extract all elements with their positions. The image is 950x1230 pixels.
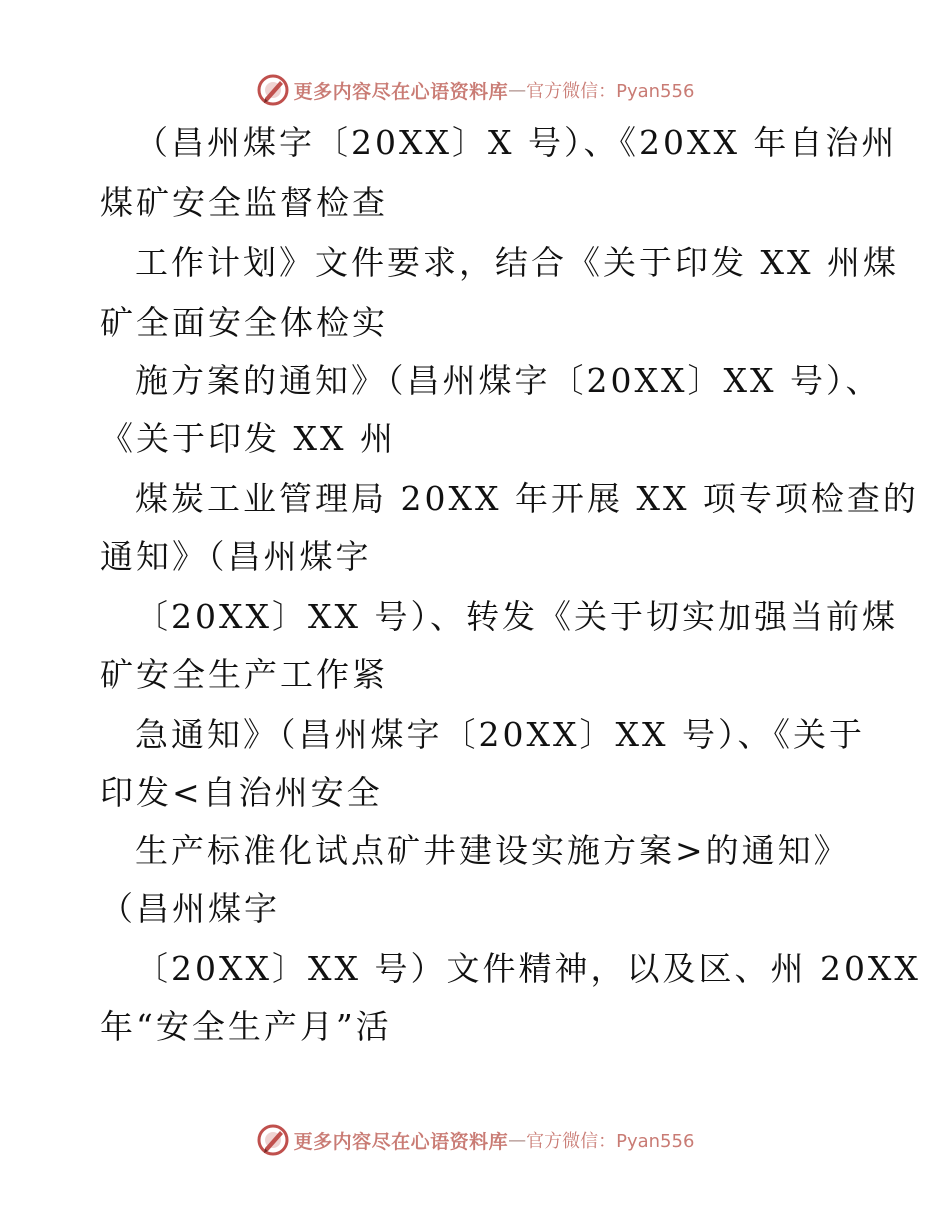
text-line: 印发<自治州安全	[100, 773, 383, 812]
text-line: （昌州煤字	[100, 889, 280, 928]
text-line: 《关于印发 XX 州	[100, 419, 396, 458]
watermark-brand: 更多内容尽在心语资料库	[293, 1130, 509, 1153]
watermark-wechat: 官方微信：Pyan556	[526, 1131, 695, 1152]
footer-watermark	[0, 1120, 950, 1160]
watermark-separator: —	[508, 1129, 527, 1151]
watermark-separator: —	[508, 79, 527, 101]
text-line: 〔20XX〕XX 号）文件精神，以及区、州 20XX	[135, 949, 921, 988]
text-line: （昌州煤字〔20XX〕X 号）、《20XX 年自治州	[135, 123, 898, 162]
pen-logo-icon	[256, 73, 290, 107]
watermark-wechat: 官方微信：Pyan556	[526, 81, 695, 102]
text-line: 施方案的通知》（昌州煤字〔20XX〕XX 号）、	[135, 361, 882, 400]
text-line: 矿全面安全体检实	[100, 303, 388, 342]
watermark-brand: 更多内容尽在心语资料库	[293, 80, 509, 103]
text-line: 煤炭工业管理局 20XX 年开展 XX 项专项检查的	[135, 479, 919, 518]
pen-logo-icon	[256, 1123, 290, 1157]
text-line: 急通知》（昌州煤字〔20XX〕XX 号）、《关于	[135, 715, 865, 754]
text-line: 生产标准化试点矿井建设实施方案>的通知》	[135, 831, 850, 870]
text-line: 矿安全生产工作紧	[100, 655, 388, 694]
text-line: 〔20XX〕XX 号）、转发《关于切实加强当前煤	[135, 597, 898, 636]
header-watermark	[0, 70, 950, 110]
text-line: 工作计划》文件要求，结合《关于印发 XX 州煤	[135, 243, 899, 282]
text-line: 年“安全生产月”活	[100, 1007, 392, 1046]
text-line: 煤矿安全监督检查	[100, 183, 388, 222]
text-line: 通知》（昌州煤字	[100, 537, 372, 576]
